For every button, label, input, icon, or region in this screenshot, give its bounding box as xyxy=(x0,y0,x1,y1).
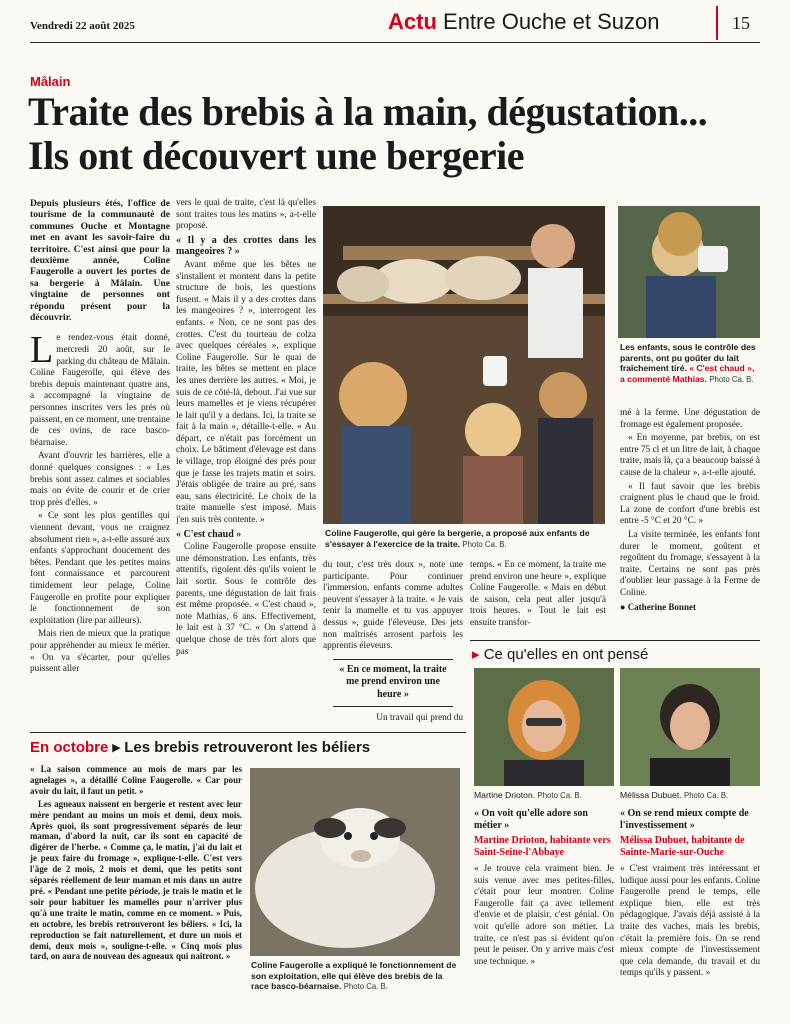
col2-subhead-1: « Il y a des crottes dans les mangeoires ? » xyxy=(176,234,316,258)
column-3 xyxy=(323,560,463,730)
reaction-martine xyxy=(474,808,614,1016)
melissa-portrait-illustration xyxy=(620,668,760,786)
photo-sheep-caption-text: Coline Faugerolle a expliqué le fonctionnement de son exploitation, elle qui élève des brebis de la race basco-béarnaise. xyxy=(251,960,457,992)
martine-credit: Photo Ca. B. xyxy=(537,791,582,800)
column-1 xyxy=(30,198,170,728)
author: ● Catherine Bonnet xyxy=(620,601,696,612)
milking-scene-illustration xyxy=(323,206,605,524)
col1-p1: e rendez-vous était donné, mercredi 20 août, sur le parking du château de Mâlain. Coline Faugerolle, qui élève des brebis depuis maintenant quatre ans, a accompagné la vingtaine de personnes inscrites vers les prés où paissent, en ce moment, une trentaine de ces ovins, de race basco-béarnaise. xyxy=(30,333,170,448)
col5-p4: La visite terminée, les enfants font durer le moment, goûtent et regoûtent du fromage, s'essayent à la traite. Certains ne sont pas près d'oublier leur passage à la Ferme de Coline. xyxy=(620,529,760,598)
sidebar-arrow-icon: ▸ xyxy=(112,739,121,756)
col5-p1: mé à la ferme. Une dégustation de fromage est également proposée. xyxy=(620,408,760,430)
column-2 xyxy=(176,198,316,728)
martine-text: « Je trouve cela vraiment bien. Je suis venue avec mes petites-filles, c'était pour leur montrer. Coline Faugerolle fait ça avec tellement d'envie et de plaisir, c'est génial. On voit qu'elle adore son métier. La traite, ce n'est pas si évident qu'on peut le penser. On y arrive mais c'est une technique. » xyxy=(474,864,614,967)
sidebar-title: Les brebis retrouveront les béliers xyxy=(124,739,371,756)
portrait-melissa-caption xyxy=(620,790,760,802)
col5-p2: « En moyenne, par brebis, on est entre 75 cl et un litre de lait, à chaque traite, mais là, ça a beaucoup baissé à cause de la chaleur », a-t-elle ajouté. xyxy=(620,433,760,478)
melissa-credit: Photo Ca. B. xyxy=(684,791,729,800)
header-section xyxy=(388,9,659,35)
header-rule xyxy=(30,42,760,43)
melissa-name: Mélissa Dubuet. xyxy=(620,790,682,800)
photo-child-credit: Photo Ca. B. xyxy=(709,374,754,384)
photo-child-drinking xyxy=(618,206,760,338)
article-title xyxy=(28,90,707,178)
col3-p1: du tout, c'est très doux », note une participante. Pour continuer l'immersion, enfants comme adultes peuvent s'essayer à la traite. « Je vais tenir la mamelle et tu vas appuyer dessus », guide l'éleveuse. Des jets non maîtrisés arrosent parfois les apprentis éleveurs. xyxy=(323,560,463,652)
col3-tail: Un travail qui prend du xyxy=(376,712,463,723)
rubric-label: Entre Ouche et Suzon xyxy=(443,9,660,34)
sidebar-rule xyxy=(30,732,466,733)
author-name: Catherine Bonnet xyxy=(627,601,696,612)
col1-p2: Avant d'ouvrir les barrières, elle a donné quelques consignes : « Les brebis sont assez calmes et sociables mais on évite de courir et de crier trop près d'elles. » xyxy=(30,451,170,508)
col4-p1: temps. « En ce moment, la traite me prend environ une heure », explique Coline Faugerolle. « Mais en début de saison, cela peut aller jusqu'à trois heures. » Tout le lait est ensuite transfor- xyxy=(470,560,606,628)
melissa-text: « C'est vraiment très intéressant et ludique aussi pour les enfants. Coline Faugerolle prend le temps, elle explique bien, elle est très pédagogique. J'avais déjà assisté à la traite des vaches, mais les brebis, c'était la première fois. On se rend mieux compte de l'investissement que cela demande, du travail et du temps qu'ils y passent. » xyxy=(620,864,760,979)
lead: Depuis plusieurs étés, l'office de tourisme de la communauté de communes Ouche et Montagne met en avant les savoir-faire du territoire. C'est ainsi que pour la deuxième année, Coline Faugerolle a ouvert les portes de sa bergerie à Mâlain. Une vingtaine de personnes ont répondu présent pour la découvrir. xyxy=(30,198,170,324)
photo-child-caption xyxy=(620,342,760,385)
sidebar-kicker: En octobre xyxy=(30,739,109,756)
section-label: Actu xyxy=(388,9,437,34)
sidebar-p1: « La saison commence au mois de mars par les agnelages », a détaillé Coline Faugerolle. « Car pour avoir du lait, il faut un petit. » xyxy=(30,764,242,796)
col2-p3: Coline Faugerolle propose ensuite une démonstration. Les enfants, très attentifs, rigolent dès qu'ils voient le lait sortir. Sous le contrôle des parents, une dégustation de lait frais est même proposée. « C'est chaud », note Mathias, 6 ans. Effectivement, le lait est à 37 °C. « On s'attend à quelque chose de très fort alors que pas xyxy=(176,542,316,657)
pullquote-text: « En ce moment, la traite me prend environ une heure » xyxy=(339,663,447,700)
reaction-melissa xyxy=(620,808,760,1016)
reactions-title: Ce qu'elles en ont pensé xyxy=(483,646,649,663)
martine-who: Martine Drioton, habitante vers Saint-Seine-l'Abbaye xyxy=(474,835,611,858)
martine-quote: « On voit qu'elle adore son métier » xyxy=(474,808,588,831)
kicker: Mâlain xyxy=(30,74,71,89)
reactions-heading xyxy=(472,645,648,663)
col1-p3: « Ce sont les plus gentilles qui viennent devant, vous ne craignez absolument rien », a-t-elle assuré aux enfants s'approchant doucement des bêtes. Pendant que les petites mains font connaissance et parcourent timidement leur pelage, Coline Faugerolle en profite pour expliquer le fonctionnement de son exploitation (lire par ailleurs). xyxy=(30,511,170,626)
child-drinking-illustration xyxy=(618,206,760,338)
column-4 xyxy=(470,560,606,640)
photo-sheep xyxy=(250,768,460,956)
title-line-1: Traite des brebis à la main, dégustation... xyxy=(28,89,708,134)
photo-child-caption-quote: « C'est chaud », a commenté Mathias. xyxy=(620,363,755,384)
sheep-illustration xyxy=(250,768,460,956)
portrait-melissa xyxy=(620,668,760,786)
sidebar-text xyxy=(30,764,242,1016)
portrait-martine-caption xyxy=(474,790,614,802)
martine-portrait-illustration xyxy=(474,668,614,786)
sidebar-p2: Les agneaux naissent en bergerie et restent avec leur mère pendant au moins un mois et demi, deux mois. Après quoi, ils sont progressivement séparés de leur maman, d'abord la nuit, car ils sont en capacité de digérer de l'herbe. « Comme ça, le matin, j'ai du lait et je peux faire du fromage », explique-t-elle. C'est vers l'âge de 2 mois, 2 mois et demi, que les petits sont séparés réellement de leur maman et mis dans un autre pré. « Pendant une petite période, je trais le matin et le soir pour habituer les mamelles pour n'arriver plus qu'à une traite le matin, comme en ce moment. » Puis, en octobre, les brebis retrouveront les béliers. « Ici, la reproduction se fait naturellement, et dure un mois et demi, deux mois », souligne-t-elle. « Cinq mois plus tard, on aura de nouveau des agneaux qui naitront. » xyxy=(30,798,242,962)
col2-subhead-2: « C'est chaud » xyxy=(176,528,242,540)
col2-p2: Avant même que les bêtes ne s'installent et montent dans la petite structure de bois, les questions fusent. « Mais il y a des crottes dans les mangeoires ? », interrogent les enfants. « Non, ce ne sont pas des crottes. C'est du tourteau de colza avec quelques céréales », explique Coline Faugerolle. Sur le quai de traite, les bêtes se mettent en place les unes derrière les autres. « Moi, je suis de ce côté-là, debout. J'ai vue sur leurs mamelles et je viens récupérer le lait qu'il y a dedans. Ici, la traite se fait à la main », détaille-t-elle. « Au départ, ce n'était pas forcément un choix. Le bâtiment d'élevage est dans le village, trop éloigné des prés pour que je fasse les trajets matin et soirs. J'étais obligée de traire au pré, sans eau, sans électricité. Le choix de la traite manuelle s'est imposé. Mais j'en suis très contente. » xyxy=(176,259,316,526)
melissa-who: Mélissa Dubuet, habitante de Sainte-Marie-sur-Ouche xyxy=(620,835,745,858)
title-line-2: Ils ont découvert une bergerie xyxy=(28,133,525,178)
page-number: 15 xyxy=(732,13,750,33)
col1-p4: Mais rien de mieux que la pratique pour appréhender au mieux le métier. « On va s'écarter, pour qu'elles puissent aller xyxy=(30,629,170,675)
header-date: Vendredi 22 août 2025 xyxy=(30,20,135,32)
reactions-arrow-icon: ▸ xyxy=(472,646,480,663)
photo-milking-caption xyxy=(325,528,605,550)
portrait-martine xyxy=(474,668,614,786)
martine-name: Martine Drioton. xyxy=(474,790,536,800)
photo-milking xyxy=(323,206,605,524)
sidebar-heading xyxy=(30,738,370,756)
pullquote xyxy=(333,659,453,707)
dropcap: L xyxy=(30,329,54,372)
photo-milking-caption-text: Coline Faugerolle, qui gère la bergerie, a proposé aux enfants de s'essayer à l'exercice de la traite. xyxy=(325,528,590,549)
header-divider xyxy=(716,6,718,40)
photo-sheep-credit: Photo Ca. B. xyxy=(343,982,388,992)
photo-credit: Photo Ca. B. xyxy=(462,539,507,549)
melissa-quote: « On se rend mieux compte de l'investissement » xyxy=(620,808,749,831)
column-5 xyxy=(620,408,760,638)
col5-p3: « Il faut savoir que les brebis craignent plus le chaud que le froid. La zone de confort d'une brebis est entre -5 °C et 20 °C. » xyxy=(620,481,760,527)
col2-p1: vers le quai de traite, c'est là qu'elles sont traites tous les matins », a-t-elle proposé. xyxy=(176,198,316,232)
reactions-rule xyxy=(470,640,760,641)
photo-sheep-caption xyxy=(251,960,461,993)
photo-child-caption-text: Les enfants, sous le contrôle des parents, ont pu goûter du lait fraîchement tiré. xyxy=(620,342,756,374)
